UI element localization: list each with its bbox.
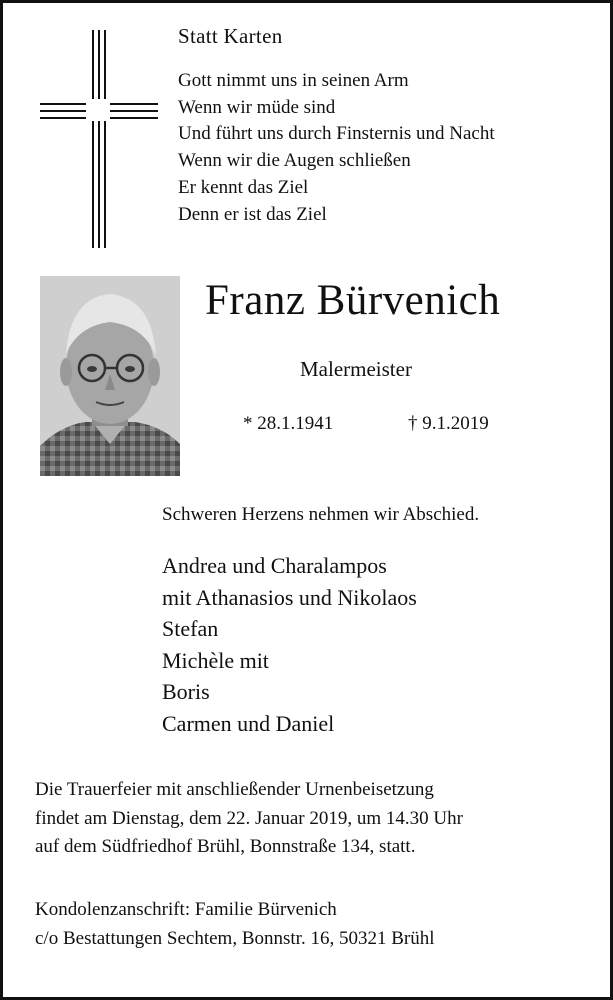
poem-line: Denn er ist das Ziel <box>178 203 327 225</box>
deceased-name: Franz Bürvenich <box>205 277 501 324</box>
poem-line: Er kennt das Ziel <box>178 176 309 198</box>
poem-line: Wenn wir die Augen schließen <box>178 150 411 172</box>
family-member: Andrea und Charalampos <box>162 553 387 578</box>
service-line: findet am Dienstag, dem 22. Januar 2019, um 14.30 Uhr <box>35 807 463 829</box>
birth-date: * 28.1.1941 <box>243 413 334 434</box>
family-member: Michèle mit <box>162 647 269 673</box>
address-line: c/o Bestattungen Sechtem, Bonnstr. 16, 50321 Brühl <box>35 927 435 949</box>
farewell-line: Schweren Herzens nehmen wir Abschied. <box>162 504 480 525</box>
poem-line: Und führt uns durch Finsternis und Nacht <box>178 123 495 145</box>
poem <box>178 68 495 228</box>
notice-heading: Statt Karten <box>178 24 283 48</box>
service-line: auf dem Südfriedhof Brühl, Bonnstraße 134, statt. <box>35 836 416 857</box>
profession: Malermeister <box>300 357 412 381</box>
address-line: Kondolenzanschrift: Familie Bürvenich <box>35 899 337 920</box>
portrait-photo <box>40 276 180 476</box>
family-member: Stefan <box>162 616 219 642</box>
poem-line: Wenn wir müde sind <box>178 96 336 118</box>
service-line: Die Trauerfeier mit anschließender Urnenbeisetzung <box>35 779 434 800</box>
family-member: mit Athanasios und Nikolaos <box>162 584 417 610</box>
condolence-address <box>35 896 435 953</box>
family-member: Boris <box>162 679 210 705</box>
family-member: Carmen und Daniel <box>162 710 335 736</box>
family-list <box>162 550 417 740</box>
service-info <box>35 776 463 862</box>
poem-line: Gott nimmt uns in seinen Arm <box>178 70 409 91</box>
death-date: † 9.1.2019 <box>408 413 489 434</box>
